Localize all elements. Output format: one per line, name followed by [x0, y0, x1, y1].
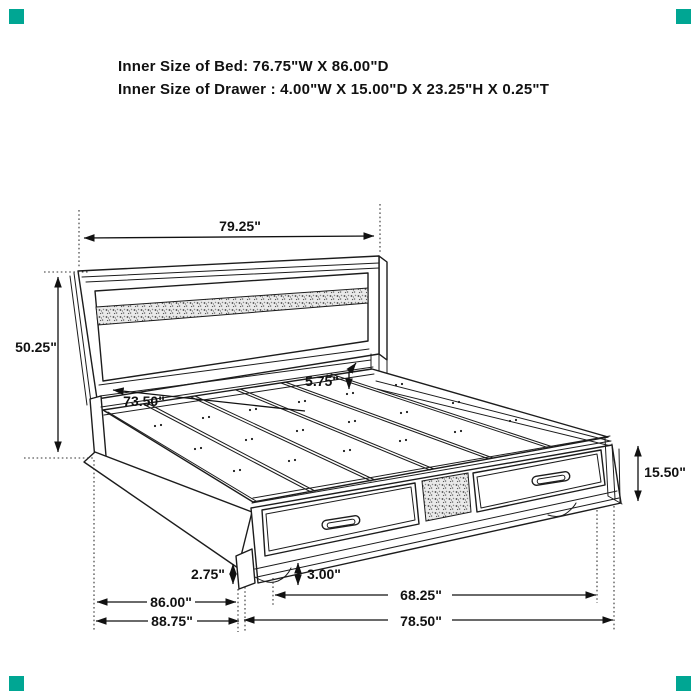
- dimension-label: 79.25": [219, 218, 261, 234]
- dimension-depth-overall: [96, 613, 239, 629]
- front-left-foot: [236, 549, 255, 589]
- dimension-label: 2.75": [191, 566, 225, 582]
- dimension-label: 15.50": [644, 464, 686, 480]
- corner-marker-bottom-left: [9, 676, 24, 691]
- dimension-label: 78.50": [400, 613, 442, 629]
- corner-marker-top-right: [676, 9, 691, 24]
- dimension-headboard-height: [15, 277, 58, 452]
- dimension-depth-inner: [97, 594, 236, 610]
- corner-marker-top-left: [9, 9, 24, 24]
- bed-inner-size-text: Inner Size of Bed: 76.75"W X 86.00"D: [118, 58, 389, 75]
- dimension-label: 86.00": [150, 594, 192, 610]
- dimension-footboard-height: [638, 446, 686, 501]
- corner-marker-bottom-right: [676, 676, 691, 691]
- drawer-inner-size-text: Inner Size of Drawer : 4.00"W X 15.00"D X 23.25"H X 0.25"T: [118, 81, 550, 98]
- dimension-footboard-width: [244, 613, 613, 629]
- dimension-label: 5.75": [305, 373, 339, 389]
- dimension-label: 73.50": [123, 393, 165, 409]
- dimension-label: 68.25": [400, 587, 442, 603]
- dimension-deck-to-rail: [305, 363, 356, 389]
- headboard-left-leg: [90, 396, 106, 460]
- dimension-label: 50.25": [15, 339, 57, 355]
- dimension-drawer-span: [275, 587, 596, 603]
- headboard-side-edge: [379, 256, 387, 360]
- dimension-foot-height: [191, 564, 233, 584]
- footboard-glitter-panel: [422, 473, 471, 521]
- dimension-label: 3.00": [307, 566, 341, 582]
- dimension-label: 88.75": [151, 613, 193, 629]
- dimension-headboard-width: [84, 218, 374, 238]
